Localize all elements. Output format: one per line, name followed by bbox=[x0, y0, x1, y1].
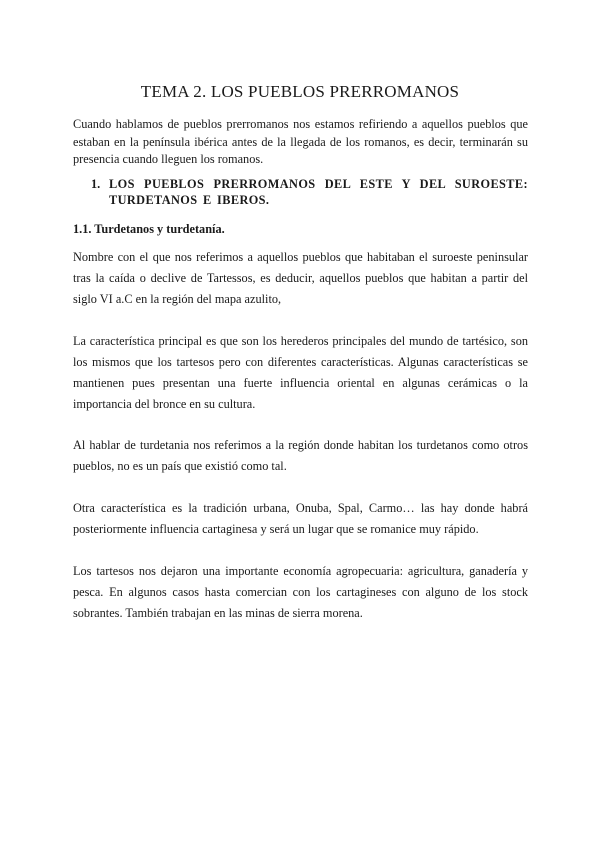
section-heading-text: LOS PUEBLOS PRERROMANOS DEL ESTE Y DEL SUROESTE: TURDETANOS E IBEROS. bbox=[109, 177, 528, 207]
body-paragraph: La característica principal es que son los herederos principales del mundo de tartésico, son los mismos que los tartesos pero con diferentes características. Algunas características se mantienen pues presentan una fuerte influencia oriental en algunas cerámicas o la importancia del bronce en su cultura. bbox=[73, 334, 528, 411]
intro-paragraph: Cuando hablamos de pueblos prerromanos nos estamos refiriendo a aquellos pueblos que estaban en la península ibérica antes de la llegada de los romanos, es decir, terminarán su presencia cuando lleguen los romanos. bbox=[73, 117, 528, 166]
body-paragraph: Otra característica es la tradición urbana, Onuba, Spal, Carmo… las hay donde habrá posteriormente influencia cartaginesa y será un lugar que se romanice muy rápido. bbox=[73, 501, 528, 536]
section-number: 1. bbox=[91, 177, 101, 191]
section-heading bbox=[91, 176, 528, 208]
document-title: TEMA 2. LOS PUEBLOS PRERROMANOS bbox=[140, 82, 460, 101]
body-paragraph: Los tartesos nos dejaron una importante economía agropecuaria: agricultura, ganadería y pesca. En algunos casos hasta comercian con los cartagineses con alguno de los stock sobrantes. También trabajan en las minas de sierra morena. bbox=[73, 564, 528, 620]
subsection-heading: 1.1. Turdetanos y turdetanía. bbox=[73, 222, 225, 236]
body-paragraph: Nombre con el que nos referimos a aquellos pueblos que habitaban el suroeste peninsular tras la caída o declive de Tartessos, es deducir, aquellos pueblos que habitan a partir del siglo VI a.C en la región del mapa azulito, bbox=[73, 250, 528, 306]
body-paragraph: Al hablar de turdetania nos referimos a la región donde habitan los turdetanos como otros pueblos, no es un país que existió como tal. bbox=[73, 438, 528, 473]
